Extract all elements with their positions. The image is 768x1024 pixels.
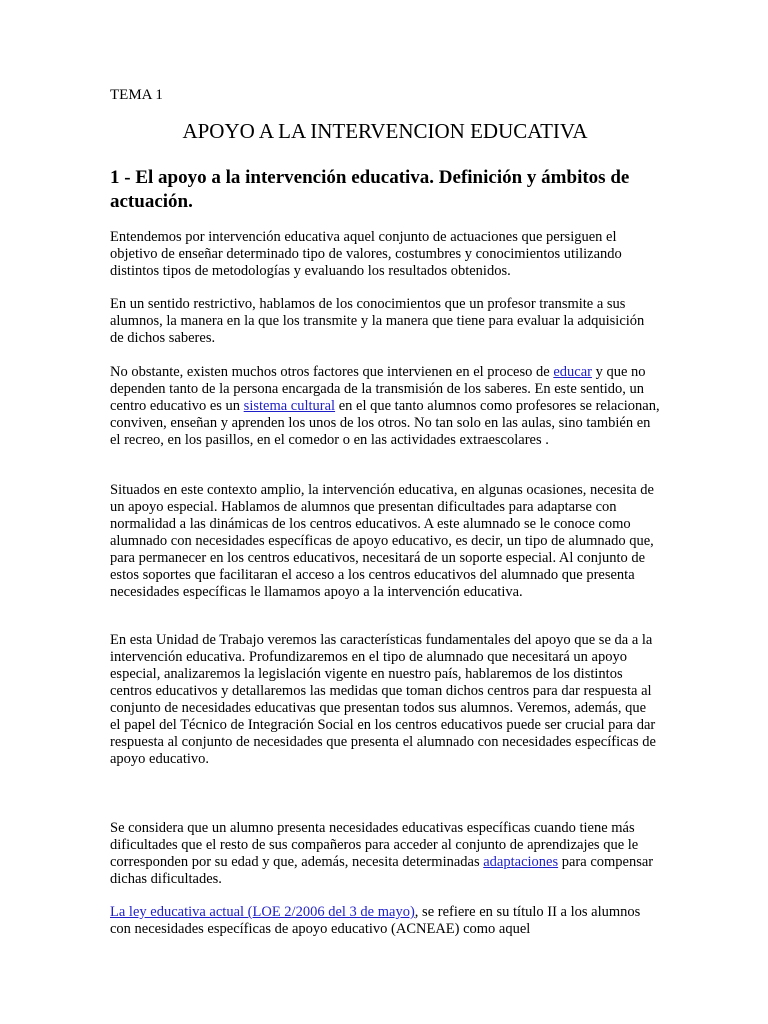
link-adaptaciones[interactable]: adaptaciones — [483, 854, 559, 870]
paragraph-3 — [110, 364, 660, 449]
paragraph-4: Situados en este contexto amplio, la intervención educativa, en algunas ocasiones, necesita de un apoyo especial. Hablamos de alumnos que presentan dificultades para adaptarse con normalidad a las dinámicas de los centros educativos. A este alumnado se le conoce como alumnado con necesidades específicas de apoyo educativo, es decir, un tipo de alumnado que, para permanecer en los centros educativos, necesitará de un soporte especial. Al conjunto de estos soportes que facilitaran el acceso a los centros educativos del alumnado que presenta necesidades específicas le llamamos apoyo a la intervención educativa. — [110, 482, 654, 600]
paragraph-5: En esta Unidad de Trabajo veremos las características fundamentales del apoyo que se da a la intervención educativa. Profundizaremos en el tipo de alumnado que necesitará un apoyo especial, analizaremos la legislación vigente en nuestro país, hablaremos de los distintos centros educativos y detallaremos las medidas que toman dichos centros para dar respuesta al conjunto de necesidades educativas que presentan todos sus alumnos. Veremos, además, que el papel del Técnico de Integración Social en los centros educativos puede ser crucial para dar respuesta al conjunto de necesidades que presenta el alumnado con necesidades específicas de apoyo educativo. — [110, 632, 656, 767]
link-sistema-cultural[interactable]: sistema cultural — [243, 398, 336, 414]
document-title: APOYO A LA INTERVENCION EDUCATIVA — [182, 119, 588, 143]
paragraph-6 — [110, 820, 660, 888]
paragraph-7 — [110, 904, 660, 938]
paragraph-6-text-a: Se considera que un alumno presenta necesidades educativas específicas cuando tiene más dificultades que el resto de sus compañeros para acceder al conjunto de aprendizajes que le corresponden por su edad y que, además, necesita determinadas — [110, 820, 639, 870]
link-educar[interactable]: educar — [553, 364, 592, 380]
paragraph-2: En un sentido restrictivo, hablamos de los conocimientos que un profesor transmite a sus alumnos, la manera en la que los transmite y la manera que tiene para evaluar la adquisición de dichos saberes. — [110, 296, 645, 346]
paragraph-7-text: , se refiere en su título II a los alumnos con necesidades específicas de apoyo educativo (ACNEAE) como aquel — [110, 904, 641, 937]
section-heading: 1 - El apoyo a la intervención educativa. Definición y ámbitos de actuación. — [110, 167, 630, 212]
link-ley-educativa[interactable]: La ley educativa actual (LOE 2/2006 del 3 de mayo) — [110, 904, 415, 920]
paragraph-1: Entendemos por intervención educativa aquel conjunto de actuaciones que persiguen el objetivo de enseñar determinado tipo de valores, costumbres y conocimientos utilizando distintos tipos de metodologías y evaluando los resultados obtenidos. — [110, 229, 622, 279]
paragraph-3-text-c: en el que tanto alumnos como profesores se relacionan, conviven, enseñan y aprenden los unos de los otros. No tan solo en las aulas, sino también en el recreo, en los pasillos, en el comedor o en las actividades extraescolares . — [110, 398, 660, 448]
paragraph-3-text-b: y que no dependen tanto de la persona encargada de la transmisión de los saberes. En este sentido, un centro educativo es un — [110, 364, 646, 414]
tema-label: TEMA 1 — [110, 87, 163, 103]
paragraph-3-text-a: No obstante, existen muchos otros factores que intervienen en el proceso de — [110, 364, 554, 380]
paragraph-6-text-b: para compensar dichas dificultades. — [110, 854, 654, 887]
